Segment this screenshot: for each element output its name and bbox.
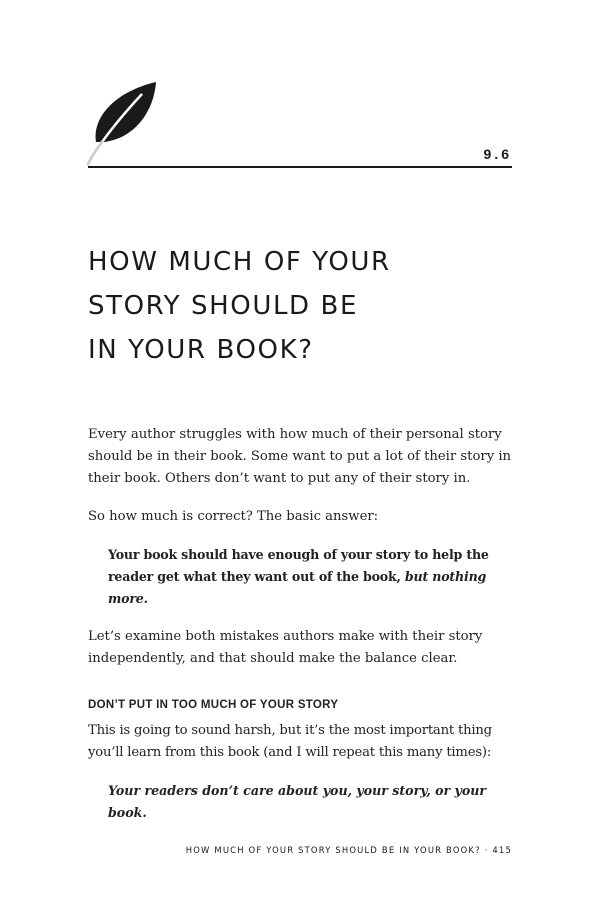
paragraph-intro: Every author struggles with how much of their personal story should be in their book. Some want to put a lot of their story in their book. Others don’t want to put any of their story in. — [88, 427, 512, 486]
callout-text: Your book should have enough of your story to help the reader get what they want out of the book, — [108, 547, 489, 584]
pull-quote: Your readers don’t care about you, your story, or your book. — [108, 783, 487, 820]
header-rule — [88, 166, 512, 168]
paragraph-examine: Let’s examine both mistakes authors make with their story independently, and that should make the balance clear. — [88, 629, 483, 666]
section-subheading: DON’T PUT IN TOO MUCH OF YOUR STORY — [88, 699, 339, 711]
page-title — [88, 240, 518, 372]
paragraph-question: So how much is correct? The basic answer: — [88, 509, 379, 524]
callout-answer — [108, 544, 512, 610]
running-title: HOW MUCH OF YOUR STORY SHOULD BE IN YOUR BOOK? — [185, 845, 481, 855]
paragraph-warning: This is going to sound harsh, but it’s the most important thing you’ll learn from this book (and I will repeat this many times): — [88, 723, 492, 760]
callout-emphasis: but nothing more. — [108, 569, 487, 606]
footer-separator: · — [484, 845, 489, 855]
page-footer — [186, 845, 512, 855]
chapter-number: 9.6 — [483, 146, 512, 162]
title-line: STORY SHOULD BE — [88, 291, 358, 321]
title-line: HOW MUCH OF YOUR — [88, 247, 391, 277]
page-number: 415 — [492, 845, 512, 855]
title-line: IN YOUR BOOK? — [88, 335, 314, 365]
body-text — [88, 424, 512, 824]
feather-quill-icon — [84, 80, 164, 166]
